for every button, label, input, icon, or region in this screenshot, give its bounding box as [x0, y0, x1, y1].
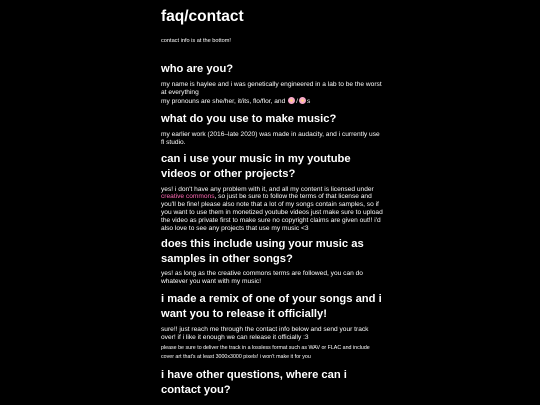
- youtube-heading: can i use your music in my youtube videos or other projects?: [161, 152, 351, 180]
- youtube-answer-post: , so just be sure to follow the terms of that license and you'll be fine! please also note that a lot of my songs contain samples, so if you want to use them in monetized youtube videos just make sure to upload the video as private first to make sure no copyright claims are given out!! i'd also love to see any projects that use my music <3: [161, 193, 383, 233]
- creative-commons-link[interactable]: creative commons: [161, 193, 215, 201]
- faq-content: [161, 6, 383, 398]
- who-answer: my name is haylee and i was genetically engineered in a lab to be the worst at everything my pronouns are she/her, it/its, flo/flor, and / s: [161, 81, 382, 105]
- remix-heading: i made a remix of one of your songs and i want you to release it officially!: [161, 292, 382, 320]
- samples-heading: does this include using your music as samples in other songs?: [161, 237, 364, 265]
- samples-answer: yes! as long as the creative commons terms are followed, you can do whatever you want with my music!: [161, 269, 363, 285]
- other-questions-heading: i have other questions, where can i contact you?: [161, 368, 347, 396]
- youtube-answer-pre: yes! i don't have any problem with it, and all my content is licensed under: [161, 185, 374, 193]
- flower-icon: [299, 97, 306, 104]
- remix-answer: sure!! just reach me through the contact info below and send your track over! if i like it enough we can release it officially :3: [161, 325, 369, 341]
- contact-note: contact info is at the bottom!: [161, 38, 231, 44]
- flower-icon: [288, 97, 295, 104]
- who-line-2-post: s: [306, 97, 311, 105]
- remix-delivery-note: please be sure to deliver the track in a lossless format such as WAV or FLAC and include cover art that's at least 3000x3000 pixels! i won't make it for you: [161, 344, 370, 360]
- who-heading: who are you?: [161, 63, 234, 75]
- what-answer: my earlier work (2016–late 2020) was made in audacity, and i currently use fl studio.: [161, 130, 380, 146]
- who-line-2-pre: my pronouns are she/her, it/its, flo/flor, and: [161, 97, 288, 105]
- youtube-answer: [161, 186, 383, 233]
- page-title: faq/contact: [161, 8, 244, 25]
- who-line-1: my name is haylee and i was genetically engineered in a lab to be the worst at everything: [161, 81, 382, 96]
- what-heading: what do you use to make music?: [161, 112, 337, 125]
